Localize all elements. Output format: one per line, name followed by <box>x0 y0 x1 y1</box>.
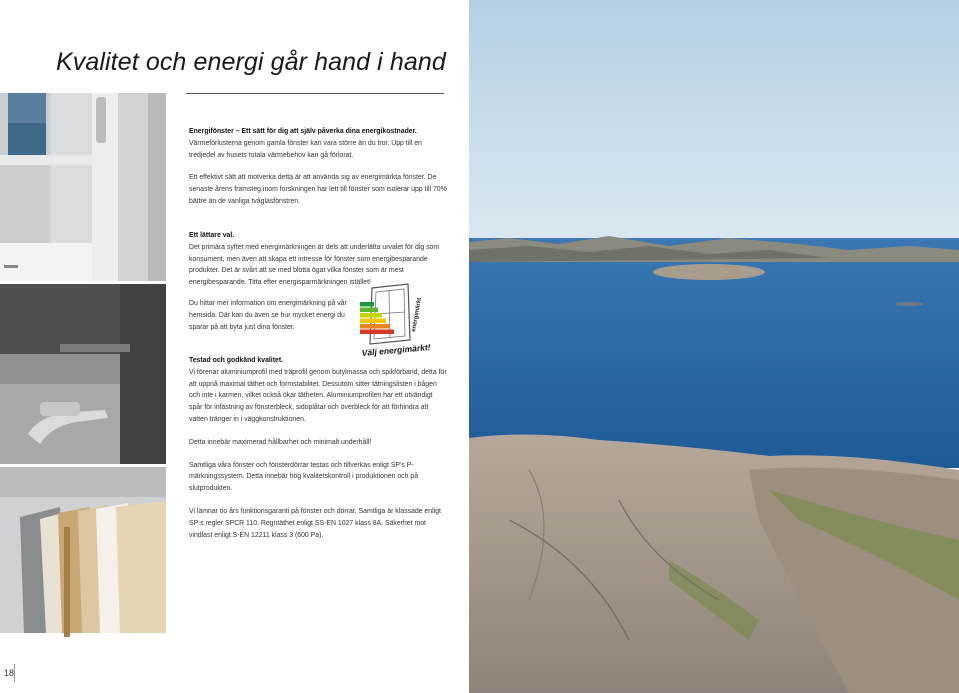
page-title: Kvalitet och energi går hand i hand <box>56 48 446 76</box>
tested-heading: Testad och godkänd kvalitet. <box>189 357 284 364</box>
tested-paragraph-2: Detta innebär maximerad hållbarhet och minimalt underhåll! <box>189 438 372 446</box>
energy-heading: Energifönster – Ett sätt för dig att själv påverka dina energikostnader. <box>189 128 417 135</box>
energy-label-bar <box>360 324 390 329</box>
window-handle-photo <box>0 284 166 464</box>
coastal-landscape-photo <box>469 0 959 693</box>
easier-paragraph-1: Det primära syftet med energimärkningen är dels att underlätta urvalet för dig som konsument, men även att skapa ett intresse för fönster som energibesparande produkter. Det är svårt att se med blotta ögat vilka fönster som är mest energibesparande. Titta efter energisparmärkningen istället! <box>189 243 440 287</box>
energy-label-bar <box>360 319 386 324</box>
energy-section <box>189 126 447 208</box>
page-number: 18 <box>4 668 15 678</box>
easier-section <box>189 230 447 289</box>
tested-section <box>189 355 447 541</box>
energy-label-icon <box>358 282 431 360</box>
title-divider <box>186 93 444 94</box>
energy-label-caption: Välj energimärkt! <box>361 342 431 358</box>
energy-label-bar <box>360 313 382 318</box>
easier-more-info <box>189 298 349 333</box>
energy-label-bar <box>360 330 394 335</box>
page-number-divider <box>14 664 15 682</box>
tested-paragraph-3: Samtliga våra fönster och fönsterdörrar testas och tillverkas enligt SP's P-märkningssystem. Detta innebär hög kvalitetskontroll i produktionen och på slutprodukten. <box>189 461 419 493</box>
tested-paragraph-1: Vi förenar aluminiumprofil med träprofil genom butylmassa och spikförband, detta för att uppnå maximal täthet och formstabilitet. Dessutom sitter tätningslisten i bågen och inte i karmen, vilket också ökar tätheten. Aluminiumprofilen har ett utvändigt spår för infästning av fönsterbleck, sidoplåtar och överbleck för att förhindra att vatten tränger in i väggkonstruktionen. <box>189 368 447 423</box>
window-profile-photo <box>0 467 166 633</box>
easier-paragraph-2: Du hittar mer information om energimärkning på vår hemsida. Där kan du även se hur mycket energi du sparar på att byta just dina fönster. <box>189 300 347 331</box>
easier-heading: Ett lättare val. <box>189 232 235 239</box>
energy-paragraph-1: Värmeförlusterna genom gamla fönster kan vara större än du tror. Upp till en tredjedel av husets totala värmebehov kan gå förlorat. <box>189 139 422 159</box>
energy-label-side-text: energimärkt <box>411 297 423 333</box>
energy-label-bar <box>360 302 374 307</box>
energy-paragraph-2: Ett effektivt sätt att motverka detta är att använda sig av energimärkta fönster. De senaste årens framsteg inom forskningen har lett till fönster som isolerar upp till 70% bättre än de vanliga tvåglasfönstren. <box>189 174 447 205</box>
window-frame-photo <box>0 93 166 281</box>
energy-label-bar <box>360 308 378 313</box>
left-page <box>0 0 469 693</box>
tested-paragraph-4: Vi lämnar tio års funktionsgaranti på fönster och dörrar. Samtliga är klassade enligt SP:s regler SPCR 110. Regntäthet enligt SS-EN 1027 klass 8A. Säkerhet mot vindlast enligt S-EN 12211 klass 3 (600 Pa). <box>189 507 441 539</box>
